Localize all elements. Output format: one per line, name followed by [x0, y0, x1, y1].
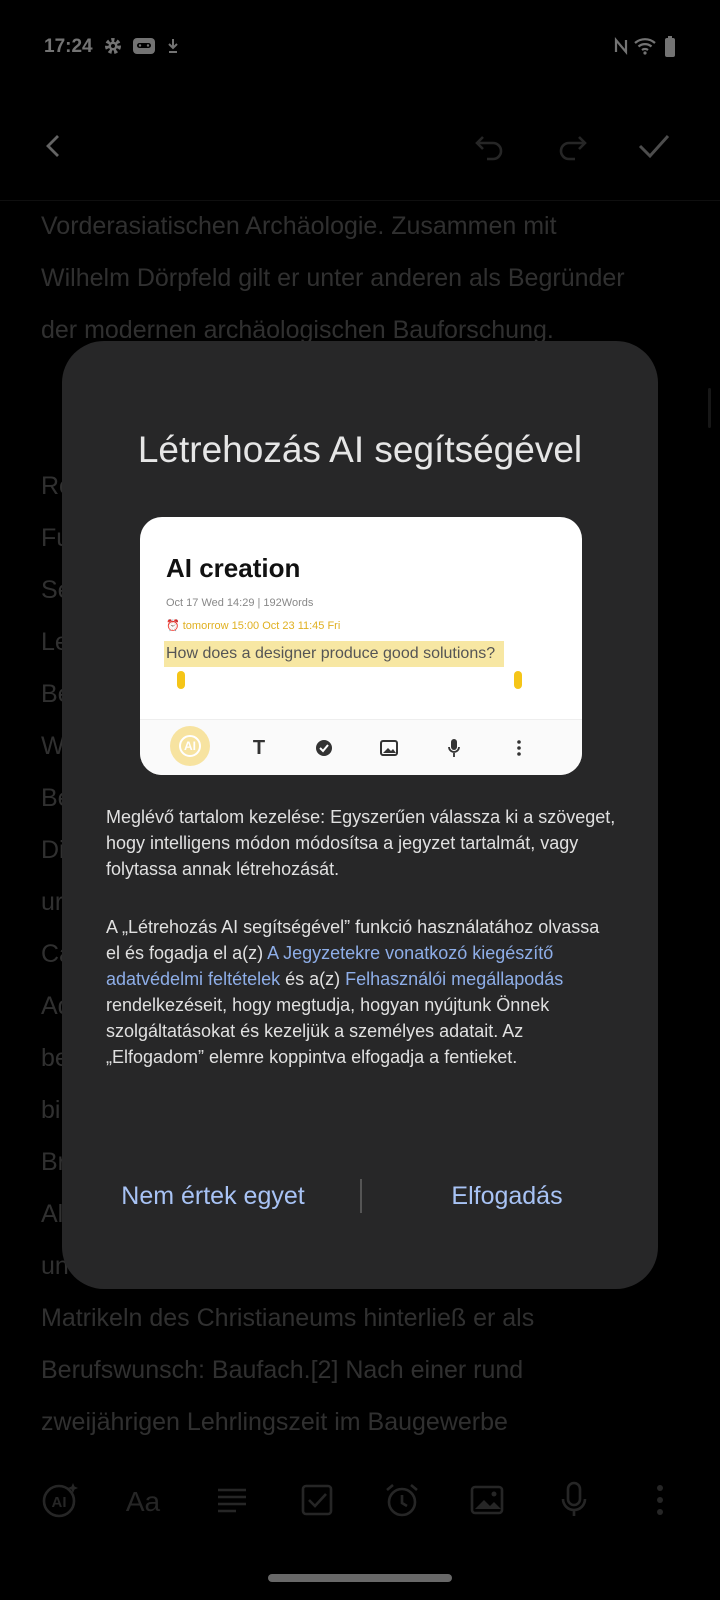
consent-text-part: rendelkezéseit, hogy megtudja, hogyan nyújtunk Önnek szolgáltatásokat és kezeljük a személyes adatait. Az „Elfogadom” elemre koppintva elfogadja a fentieket.	[106, 995, 550, 1067]
selection-handle-left	[177, 671, 185, 689]
preview-reminder: ⏰ tomorrow 15:00 Oct 23 11:45 Fri	[166, 620, 341, 632]
privacy-terms-link[interactable]: A Jegyzetekre vonatkozó kiegészítő adatvédelmi feltételek	[106, 943, 554, 989]
more-icon	[505, 734, 533, 762]
preview-title: AI creation	[166, 553, 301, 583]
feature-description: Meglévő tartalom kezelése: Egyszerűen válassza ki a szöveget, hogy intelligens módon módosítsa a jegyzet tartalmát, vagy folytassa annak létrehozását.	[106, 807, 616, 879]
preview-ai-button	[170, 726, 210, 766]
ai-consent-dialog	[62, 341, 658, 1289]
consent-text	[106, 914, 616, 1070]
dialog-title: Létrehozás AI segítségével	[137, 429, 583, 470]
checkbox-icon	[310, 734, 338, 762]
accept-button[interactable]: Elfogadás	[451, 1181, 563, 1210]
consent-text-part: A „Létrehozás AI segítségével” funkció használatához olvassa el és fogadja el a(z)	[106, 917, 600, 963]
preview-highlight: How does a designer produce good solutions?	[164, 641, 504, 667]
user-agreement-link[interactable]: Felhasználói megállapodás	[345, 969, 564, 989]
consent-text-part: és a(z)	[280, 969, 346, 989]
dialog-actions	[62, 1161, 658, 1231]
disagree-button[interactable]: Nem értek egyet	[121, 1181, 305, 1210]
feature-preview-image	[140, 517, 582, 775]
text-format-icon: T	[252, 736, 266, 759]
preview-meta: Oct 17 Wed 14:29 | 192Words	[166, 597, 314, 609]
selection-handle-right	[514, 671, 522, 689]
ai-sparkle-icon: AI	[179, 735, 201, 757]
preview-toolbar	[140, 719, 582, 775]
actions-divider	[360, 1179, 362, 1213]
image-icon	[375, 734, 403, 762]
microphone-icon	[440, 734, 468, 762]
